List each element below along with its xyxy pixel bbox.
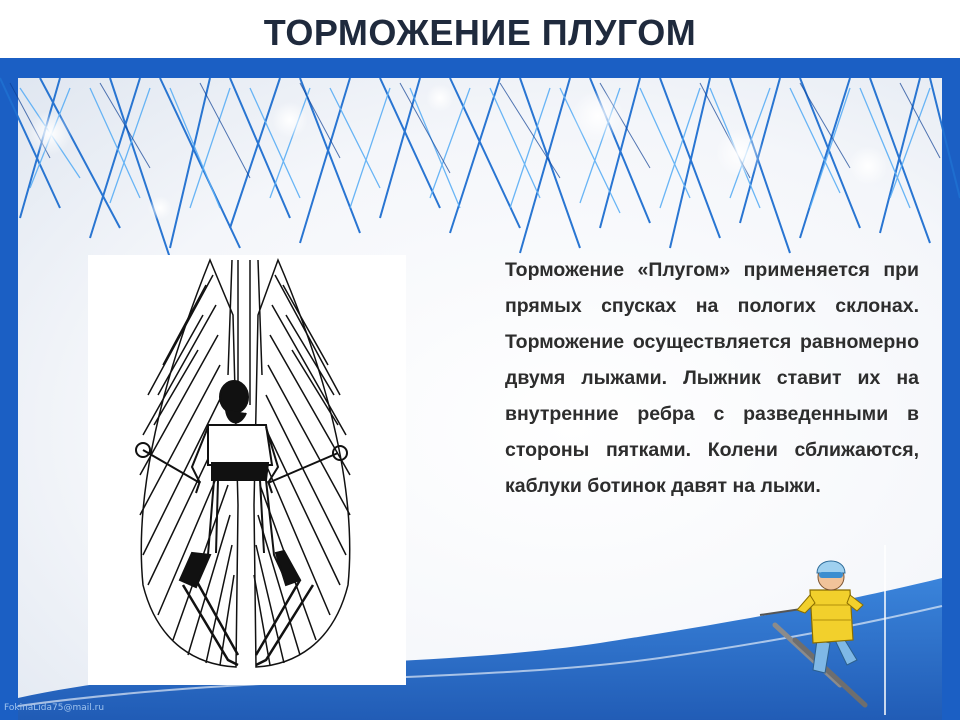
pine-branches-icon [0,58,960,268]
cartoon-skier-icon [755,545,905,715]
slide-body-text: Торможение «Плугом» применяется при прямых спусках на пологих склонах. Торможение осуществляется равномерно двумя лыжами. Лыжник ставит их на внутренние ребра с разведенными в стороны пятками. Колени сближаются, каблуки ботинок давят на лыжи. [505,259,919,497]
author-credit: FokinaLida75@mail.ru [4,703,105,713]
snowplow-skier-drawing-icon [88,255,406,685]
slide-title: ТОРМОЖЕНИЕ ПЛУГОМ [263,12,697,53]
snowplow-skier-illustration [88,255,406,685]
